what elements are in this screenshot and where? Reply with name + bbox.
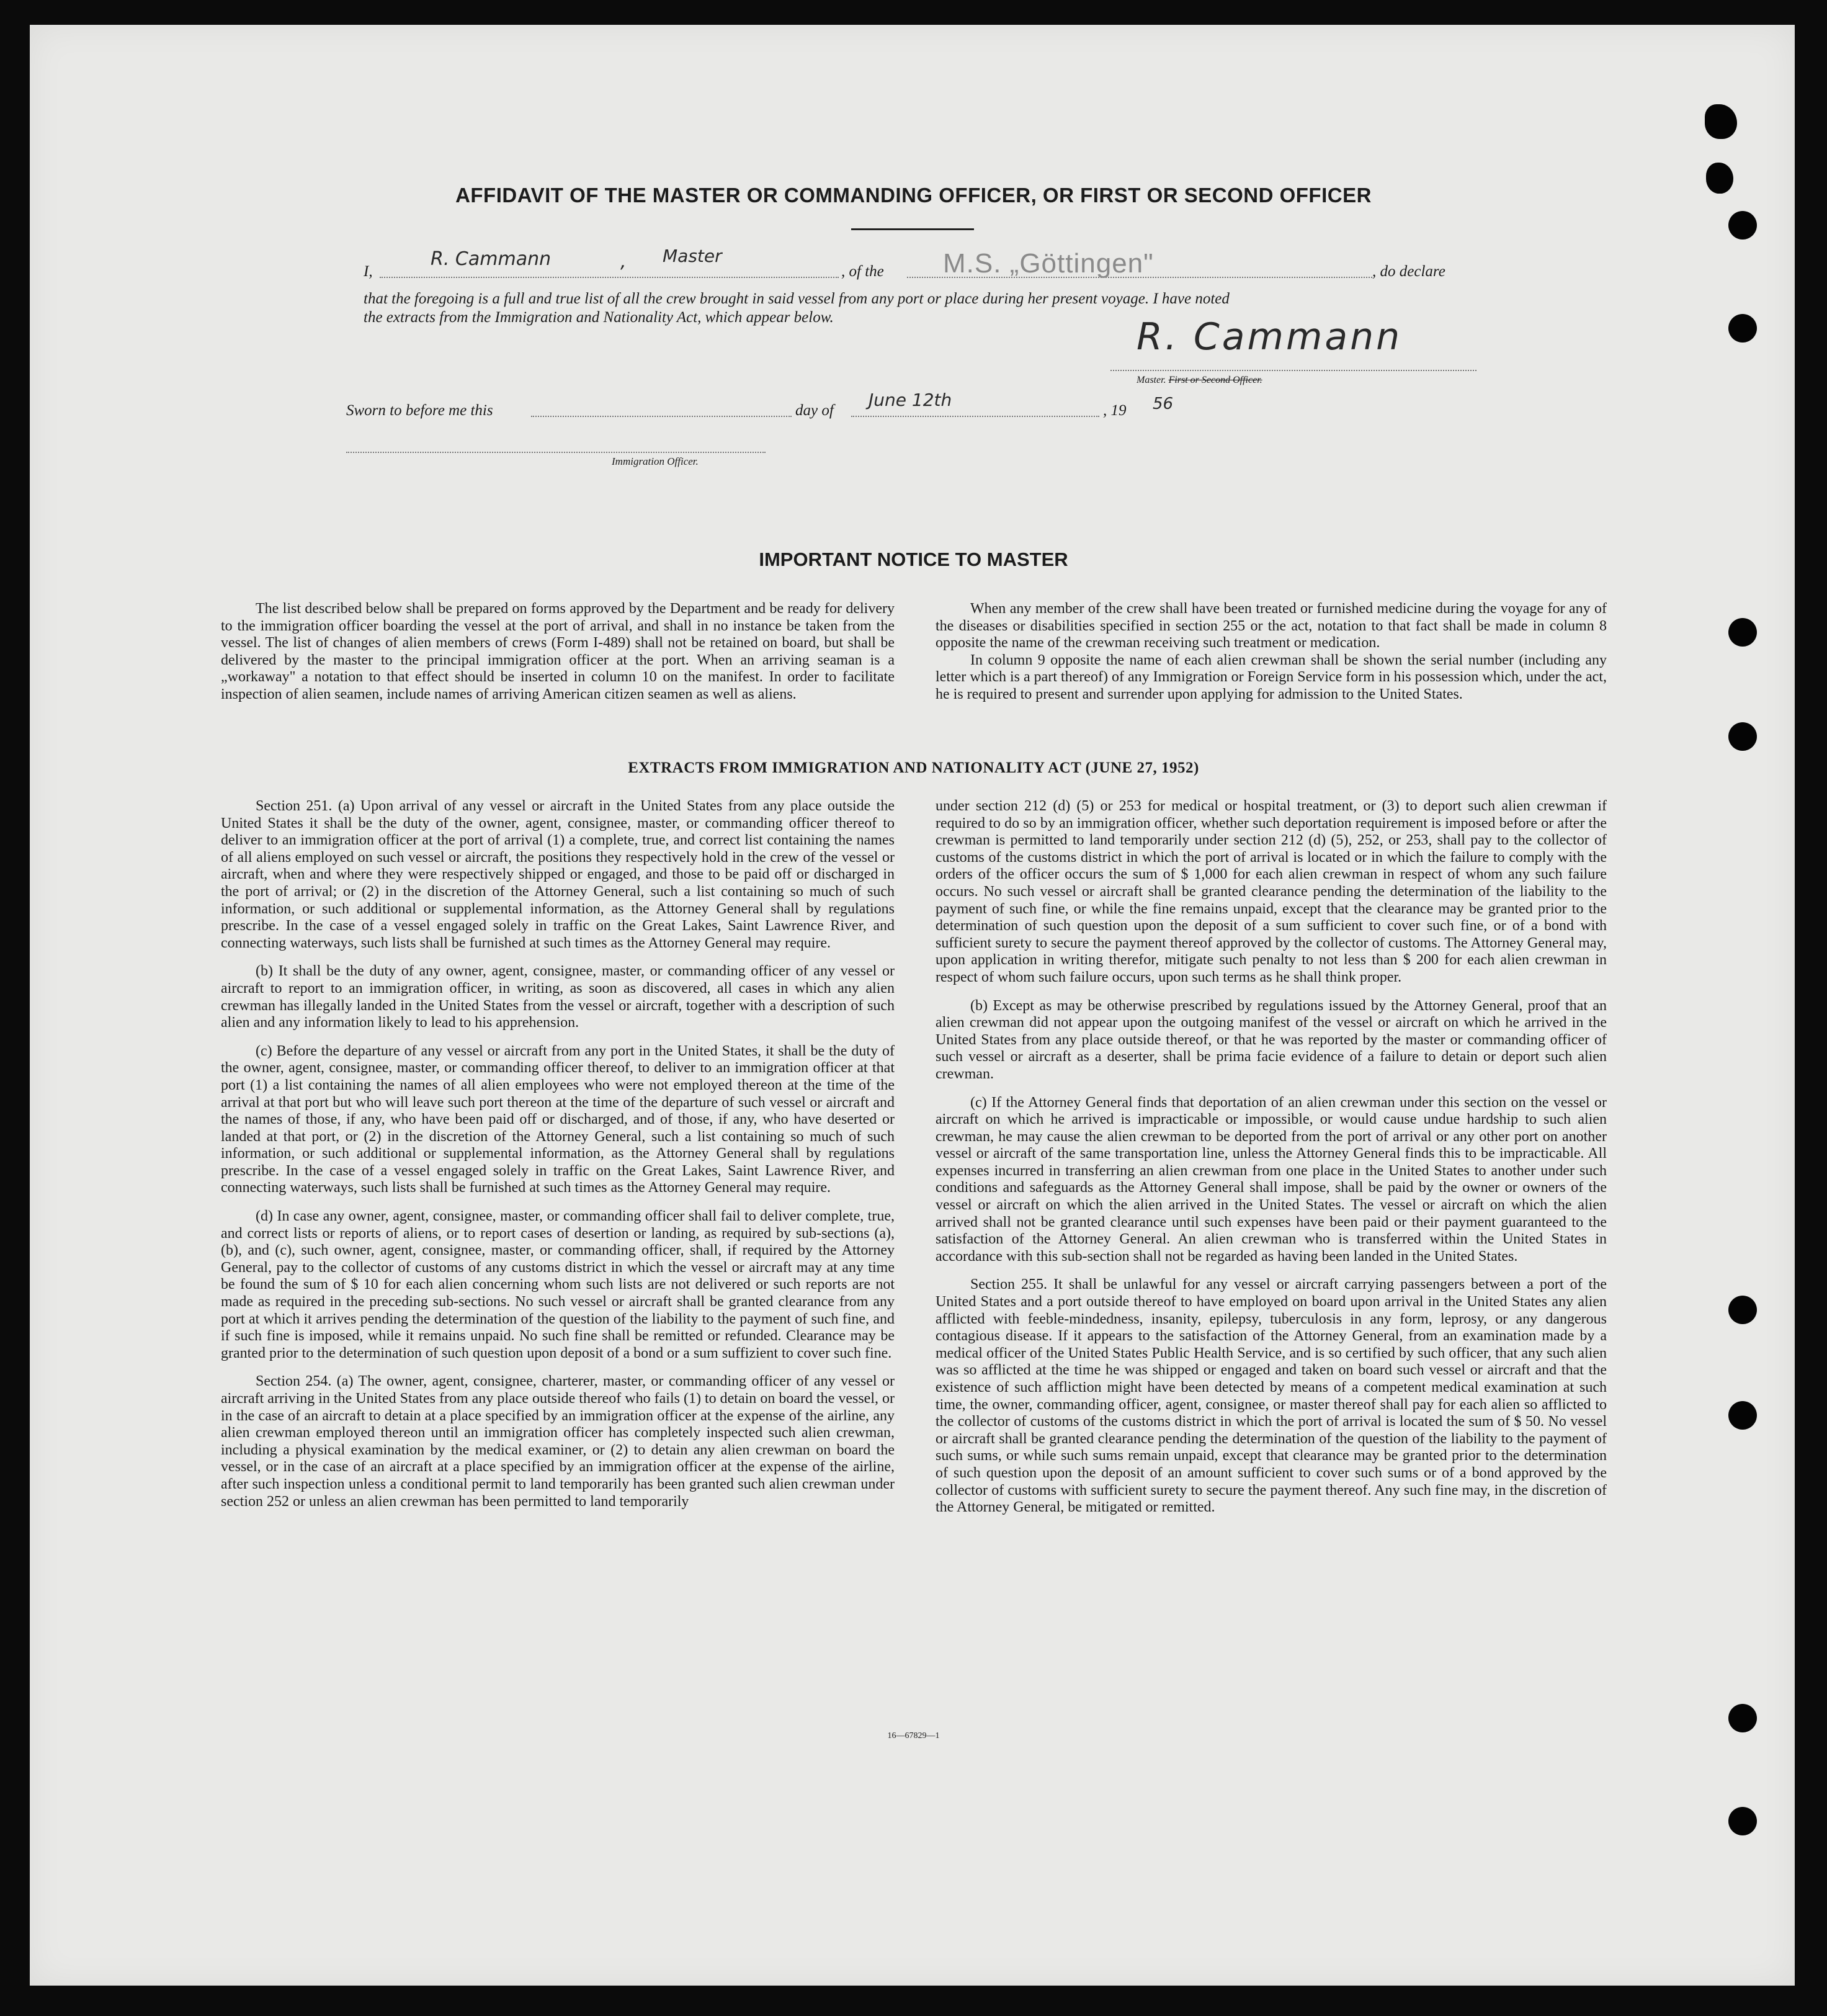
year-prefix: , 19 — [1103, 402, 1127, 419]
name-line — [380, 277, 839, 278]
section-255: Section 255. It shall be unlawful for any vessel or aircraft carrying passengers between a port of the United States and a port outside thereof to have employed on board upon arrival in the United States any alien afflicted with feeble-mindedness, insanity, epilepsy, tuberculosis in any form, leprosy, or any dangerous contagious disease. If it appears to the satisfaction of the Attorney General, from an examination made by a medical officer of the United States Public Health Service, and is so certified by such officer, that any such alien was so afflicted at the time he was shipped or engaged and taken on board such vessel or aircraft and that the existence of such affliction might have been detected by means of a competent medical examination at such time, the owner, commanding officer, agent, consignee, or master thereof shall pay for each alien so afflicted to the collector of customs of the customs district in which the port of arrival is located the sum of $ 50. No vessel or aircraft shall be granted clearance pending the determination of the question of the liability to the payment of such sums, or while such sums remain unpaid, except that clearance may be granted prior to the determination of such question upon the deposit of an amount sufficient to cover such sums or of a bond approved by the collector of customs with sufficient surety to secure the payment thereof. Any such fine may, in the discretion of the Attorney General, be mitigated or remitted. — [936, 1276, 1607, 1516]
punch-hole — [1728, 1401, 1757, 1430]
punch-hole — [1728, 618, 1757, 647]
notice-left-column — [221, 601, 895, 704]
punch-hole — [1728, 722, 1757, 751]
caption-master: Master. — [1137, 375, 1166, 385]
year-suffix: 56 — [1153, 395, 1174, 413]
notice-left-text: The list described below shall be prepared on forms approved by the Department and be ready for delivery to the immigration officer boarding the vessel at the port of arrival, and shall in no instance be taken from the vessel. The list of changes of alien members of crews (Form I-489) shall not be retained on board, but shall be delivered by the master to the principal immigration officer at the port. When an arriving seaman is a „workaway" a notation to that effect should be inserted in column 10 on the manifest. In order to facilitate inspection of alien seamen, include names of arriving American citizen seamen as well as aliens. — [221, 601, 895, 702]
section-254-a: Section 254. (a) The owner, agent, consignee, charterer, master, or commanding officer of any vessel or aircraft arriving in the United States from any place outside thereof who fails (1) to detain on board the vessel, or in the case of an aircraft to detain at a place specified by an immigration officer at the expense of the airline, any alien crewman employed thereon until an immigration officer has completely inspected such alien crewman, including a physical examination by the medical examiner, or (2) to detain any alien crewman on board the vessel, or in the case of an aircraft at a place specified by an immigration officer at the expense of the airline, after such inspection unless a conditional permit to land temporarily has been granted such alien crewman under section 252 or unless an alien crewman has been permitted to land temporarily — [221, 1373, 895, 1510]
punch-hole — [1728, 1704, 1757, 1732]
section-254-a-cont: under section 212 (d) (5) or 253 for medical or hospital treatment, or (3) to deport such alien crewman if required to do so by an immigration officer, whether such deportation requirement is imposed before or after the crewman is permitted to land temporarily under section 212 (d) (5), 252, or 253, shall pay to the collector of customs of the customs district in which the port of arrival is located or in which the failure to comply with the orders of the officer occurs the sum of $ 1,000 for each alien crewman in respect of whom any such failure occurs. No such vessel or aircraft shall be granted clearance pending the determination of the liability to the payment of such fine, or while the fine remains unpaid, except that the clearance may be granted prior to the determination of such question upon the deposit of a sum sufficient to cover such fine, or of a bond with sufficient surety to secure the payment thereof approved by the collector of customs. The Attorney General may, upon application in writing therefor, mitigate such penalty to not less than $ 200 for each alien crewman in respect of whom such failure occurs, upon such terms as he shall think proper. — [936, 798, 1607, 985]
punch-hole — [1728, 1296, 1757, 1324]
form-number: 16—67829—1 — [887, 1731, 940, 1740]
master-name: R. Cammann — [431, 248, 552, 270]
notice-right-column — [936, 601, 1607, 704]
signature-caption — [1137, 375, 1262, 386]
section-251-b: (b) It shall be the duty of any owner, agent, consignee, master, or commanding officer of any vessel or aircraft to report to an immigration officer, in writing, as soon as discovered, all cases in which any alien crewman has illegally landed in the United States from the vessel or aircraft, together with a description of such alien and any information likely to lead to his apprehension. — [221, 963, 895, 1031]
punch-hole — [1728, 314, 1757, 343]
extracts-title: EXTRACTS FROM IMMIGRATION AND NATIONALITY ACT (JUNE 27, 1952) — [628, 759, 1199, 776]
officer-caption: Immigration Officer. — [612, 455, 699, 467]
declare-label: , do declare — [1372, 263, 1445, 280]
date-line — [851, 416, 1099, 417]
signature-line — [1110, 370, 1476, 371]
vessel-name-stamp: M.S. „Göttingen" — [943, 248, 1154, 279]
master-signature: R. Cammann — [1137, 315, 1403, 359]
section-251-d: (d) In case any owner, agent, consignee, master, or commanding officer shall fail to deliver complete, true, and correct lists or reports of aliens, or to report cases of desertion or landing, as required by sub-sections (a), (b), and (c), such owner, agent, consignee, master, or commanding officer, shall, if required by the Attorney General, pay to the collector of customs of any customs district in which the vessel or aircraft may at any time be found the sum of $ 10 for each alien concerning whom such lists are not delivered or such reports are not made as required in the preceding sub-sections. No such vessel or aircraft shall be granted clearance from any port at which it arrives pending the determination of the question of the liability to the payment of such fine, and if such fine is imposed, while it remains unpaid. No such fine shall be remitted or refunded. Clearance may be granted prior to the determination of such question upon deposit of a bond or a sum suffizient to cover such fine. — [221, 1208, 895, 1361]
caption-struck: First or Second Officer. — [1168, 375, 1262, 385]
officer-line — [346, 452, 766, 453]
notice-right-text-1: When any member of the crew shall have been treated or furnished medicine during the voyage for any of the diseases or disabilities specified in section 255 or the act, notation to that fact shall be made in column 8 opposite the name of the crewman receiving such treatment or medication. — [936, 601, 1607, 652]
declaration-statement: that the foregoing is a full and true list of all the crew brought in said vessel from any port or place during her present voyage. I have noted — [364, 290, 1230, 307]
name-comma: , — [620, 251, 627, 272]
sworn-date: June 12th — [869, 390, 952, 410]
declaration-statement-2: the extracts from the Immigration and Nationality Act, which appear below. — [364, 309, 834, 326]
sworn-line — [531, 416, 792, 417]
punch-hole — [1728, 1807, 1757, 1835]
master-rank: Master — [663, 246, 722, 266]
notice-title: IMPORTANT NOTICE TO MASTER — [759, 549, 1068, 570]
declaration-prefix: I, — [364, 263, 373, 280]
notice-right-text-2: In column 9 opposite the name of each alien crewman shall be shown the serial number (including any letter which is a part thereof) of any Immigration or Foreign Service form in his possession which, under the act, he is required to present and surrender upon applying for admission to the United States. — [936, 652, 1607, 702]
section-254-b: (b) Except as may be otherwise prescribed by regulations issued by the Attorney General, proof that an alien crewman did not appear upon the outgoing manifest of the vessel or aircraft on which he arrived in the United States from any place outside thereof, or that he was reported by the master or commanding officer of such vessel or aircraft as a deserter, shall be prima facie evidence of a failure to detain or deport such alien crewman. — [936, 997, 1607, 1082]
of-the-label: , of the — [841, 263, 884, 280]
punch-hole — [1728, 211, 1757, 240]
day-of-label: day of — [795, 402, 834, 419]
section-251-a: Section 251. (a) Upon arrival of any vessel or aircraft in the United States from any place outside the United States it shall be the duty of the owner, agent, consignee, master, or commanding officer thereof to deliver to an immigration officer at the port of arrival (1) a complete, true, and correct list containing the names of all aliens employed on such vessel or aircraft, the positions they respectively hold in the crew of the vessel or aircraft, when and where they were respectively shipped or engaged, and those to be paid off or discharged in the port of arrival; or (2) in the discretion of the Attorney General, such a list containing so much of such information, or such additional or supplemental information, as the Attorney General shall by regulations prescribe. In the case of a vessel engaged solely in traffic on the Great Lakes, Saint Lawrence River, and connecting waterways, such lists shall be furnished at such times as the Attorney General may require. — [221, 798, 895, 951]
title-underline — [851, 228, 974, 230]
sworn-label: Sworn to before me this — [346, 402, 493, 419]
section-254-c: (c) If the Attorney General finds that deportation of an alien crewman under this section on the vessel or aircraft on which he arrived is impracticable or impossible, or would cause undue hardship to such alien crewman, he may cause the alien crewman to be deported from the port of arrival or any other port on another vessel or aircraft of the same transportation line, unless the Attorney General finds this to be impracticable. All expenses incurred in transferring an alien crewman from one place in the United States to another under such conditions and safeguards as the Attorney General shall impose, shall be paid by the owner or owners of the vessel or aircraft on which the alien arrived in the United States. The vessel or aircraft on which the alien arrived shall not be granted clearance until such expenses have been paid or their payment guaranteed to the satisfaction of the Attorney General. An alien crewman who is transferred within the United States in accordance with this sub-section shall not be regarded as having been landed in the United States. — [936, 1094, 1607, 1265]
section-251-c: (c) Before the departure of any vessel or aircraft from any port in the United States, it shall be the duty of the owner, agent, consignee, master, or commanding officer thereof, to deliver to an immigration officer at that port (1) a list containing the names of all alien employees who were not employed thereon at the time of the arrival at that port but who will leave such port thereon at the time of the departure of such vessel or aircraft and the names of those, if any, who have been paid off or discharged, and of those, if any, who have deserted or landed at that port, or (2) in the discretion of the Attorney General, such a list containing so much of such information, or such additional or supplemental information, as the Attorney General shall by regulations prescribe. In the case of a vessel engaged solely in traffic on the Great Lakes, Saint Lawrence River, and connecting waterways, such lists shall be furnished at such times as the Attorney General may require. — [221, 1042, 895, 1196]
affidavit-title: AFFIDAVIT OF THE MASTER OR COMMANDING OFFICER, OR FIRST OR SECOND OFFICER — [455, 184, 1372, 207]
extracts-left-column — [221, 798, 895, 1510]
extracts-right-column — [936, 798, 1607, 1516]
